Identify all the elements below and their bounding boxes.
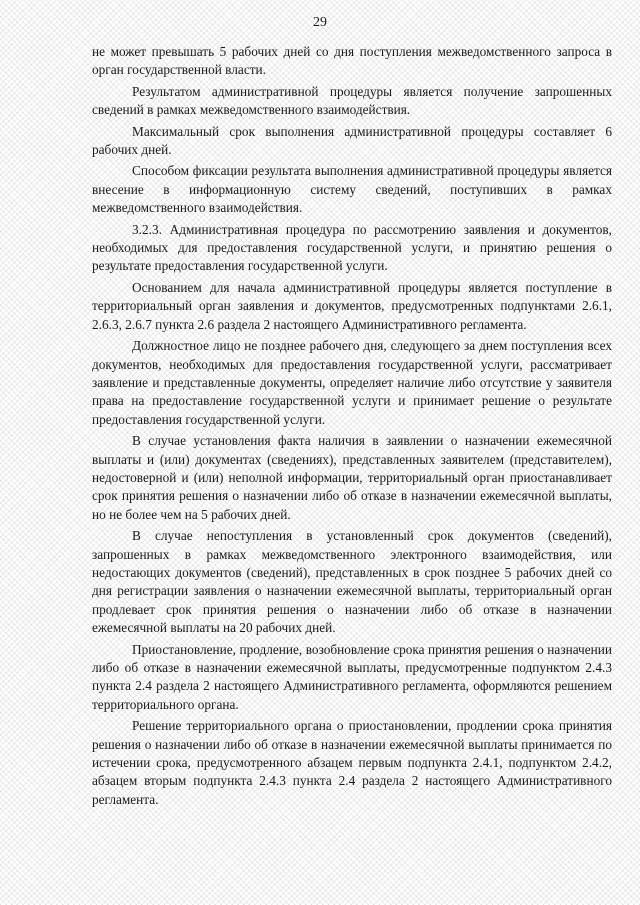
paragraph-official-review: Должностное лицо не позднее рабочего дня, следующего за днем поступления всех документов, необходимых для предоставления государственной услуги, рассматривает заявление и представленные документы, определяет наличие либо отсутствие у заявителя права на предоставление государственной услуги и принимает решение о результате предоставления государственной услуги. [92,338,612,427]
paragraph-suspension-formalization: Приостановление, продление, возобновление срока принятия решения о назначении либо об отказе в назначении ежемесячной выплаты, предусмотренные подпунктом 2.4.3 пункта 2.4 раздела 2 настоящего Административного регламента, оформляются решением территориального органа. [92,641,612,712]
paragraph-extension-case: В случае непоступления в установленный срок документов (сведений), запрошенных в рамках межведомственного электронного взаимодействия, или недостающих документов (сведений), представленных в срок позднее 5 рабочих дней со дня регистрации заявления о назначении ежемесячной выплаты, территориальный орган продлевает срок принятия решения о назначении либо об отказе в назначении ежемесячной выплаты на 20 рабочих дней. [92,528,612,636]
paragraph-result: Результатом административной процедуры является получение запрошенных сведений в рамках межведомственного взаимодействия. [92,83,612,118]
paragraph-basis: Основанием для начала административной процедуры является поступление в территориальный орган заявления и документов, предусмотренных подпунктами 2.6.1, 2.6.3, 2.6.7 пункта 2.6 раздела 2 настоящего Административного регламента. [92,279,612,332]
paragraph-max-term: Максимальный срок выполнения административной процедуры составляет 6 рабочих дней. [92,123,612,158]
paragraph-fixation-method: Способом фиксации результата выполнения административной процедуры является внесение в информационную систему сведений, поступивших в рамках межведомственного взаимодействия. [92,163,612,216]
document-body [92,43,612,812]
page-number: 29 [313,15,327,30]
paragraph-section-3-2-3: 3.2.3. Административная процедура по рассмотрению заявления и документов, необходимых для предоставления государственной услуги, и принятию решения о результате предоставления государственной услуги. [92,221,612,274]
paragraph-suspension-case: В случае установления факта наличия в заявлении о назначении ежемесячной выплаты и (или) документах (сведениях), представленных заявителем (представителем), недостоверной и (или) неполной информации, территориальный орган приостанавливает срок принятия решения о назначении либо об отказе в назначении ежемесячной выплаты, но не более чем на 5 рабочих дней. [92,433,612,522]
paragraph-decision-timing: Решение территориального органа о приостановлении, продлении срока принятия решения о назначении либо об отказе в назначении ежемесячной выплаты принимается по истечении срока, предусмотренного абзацем первым подпункта 2.4.1, подпунктом 2.4.2, абзацем вторым подпункта 2.4.3 пункта 2.4 раздела 2 настоящего Административного регламента. [92,718,612,807]
paragraph-continuation: не может превышать 5 рабочих дней со дня поступления межведомственного запроса в орган государственной власти. [92,44,612,78]
